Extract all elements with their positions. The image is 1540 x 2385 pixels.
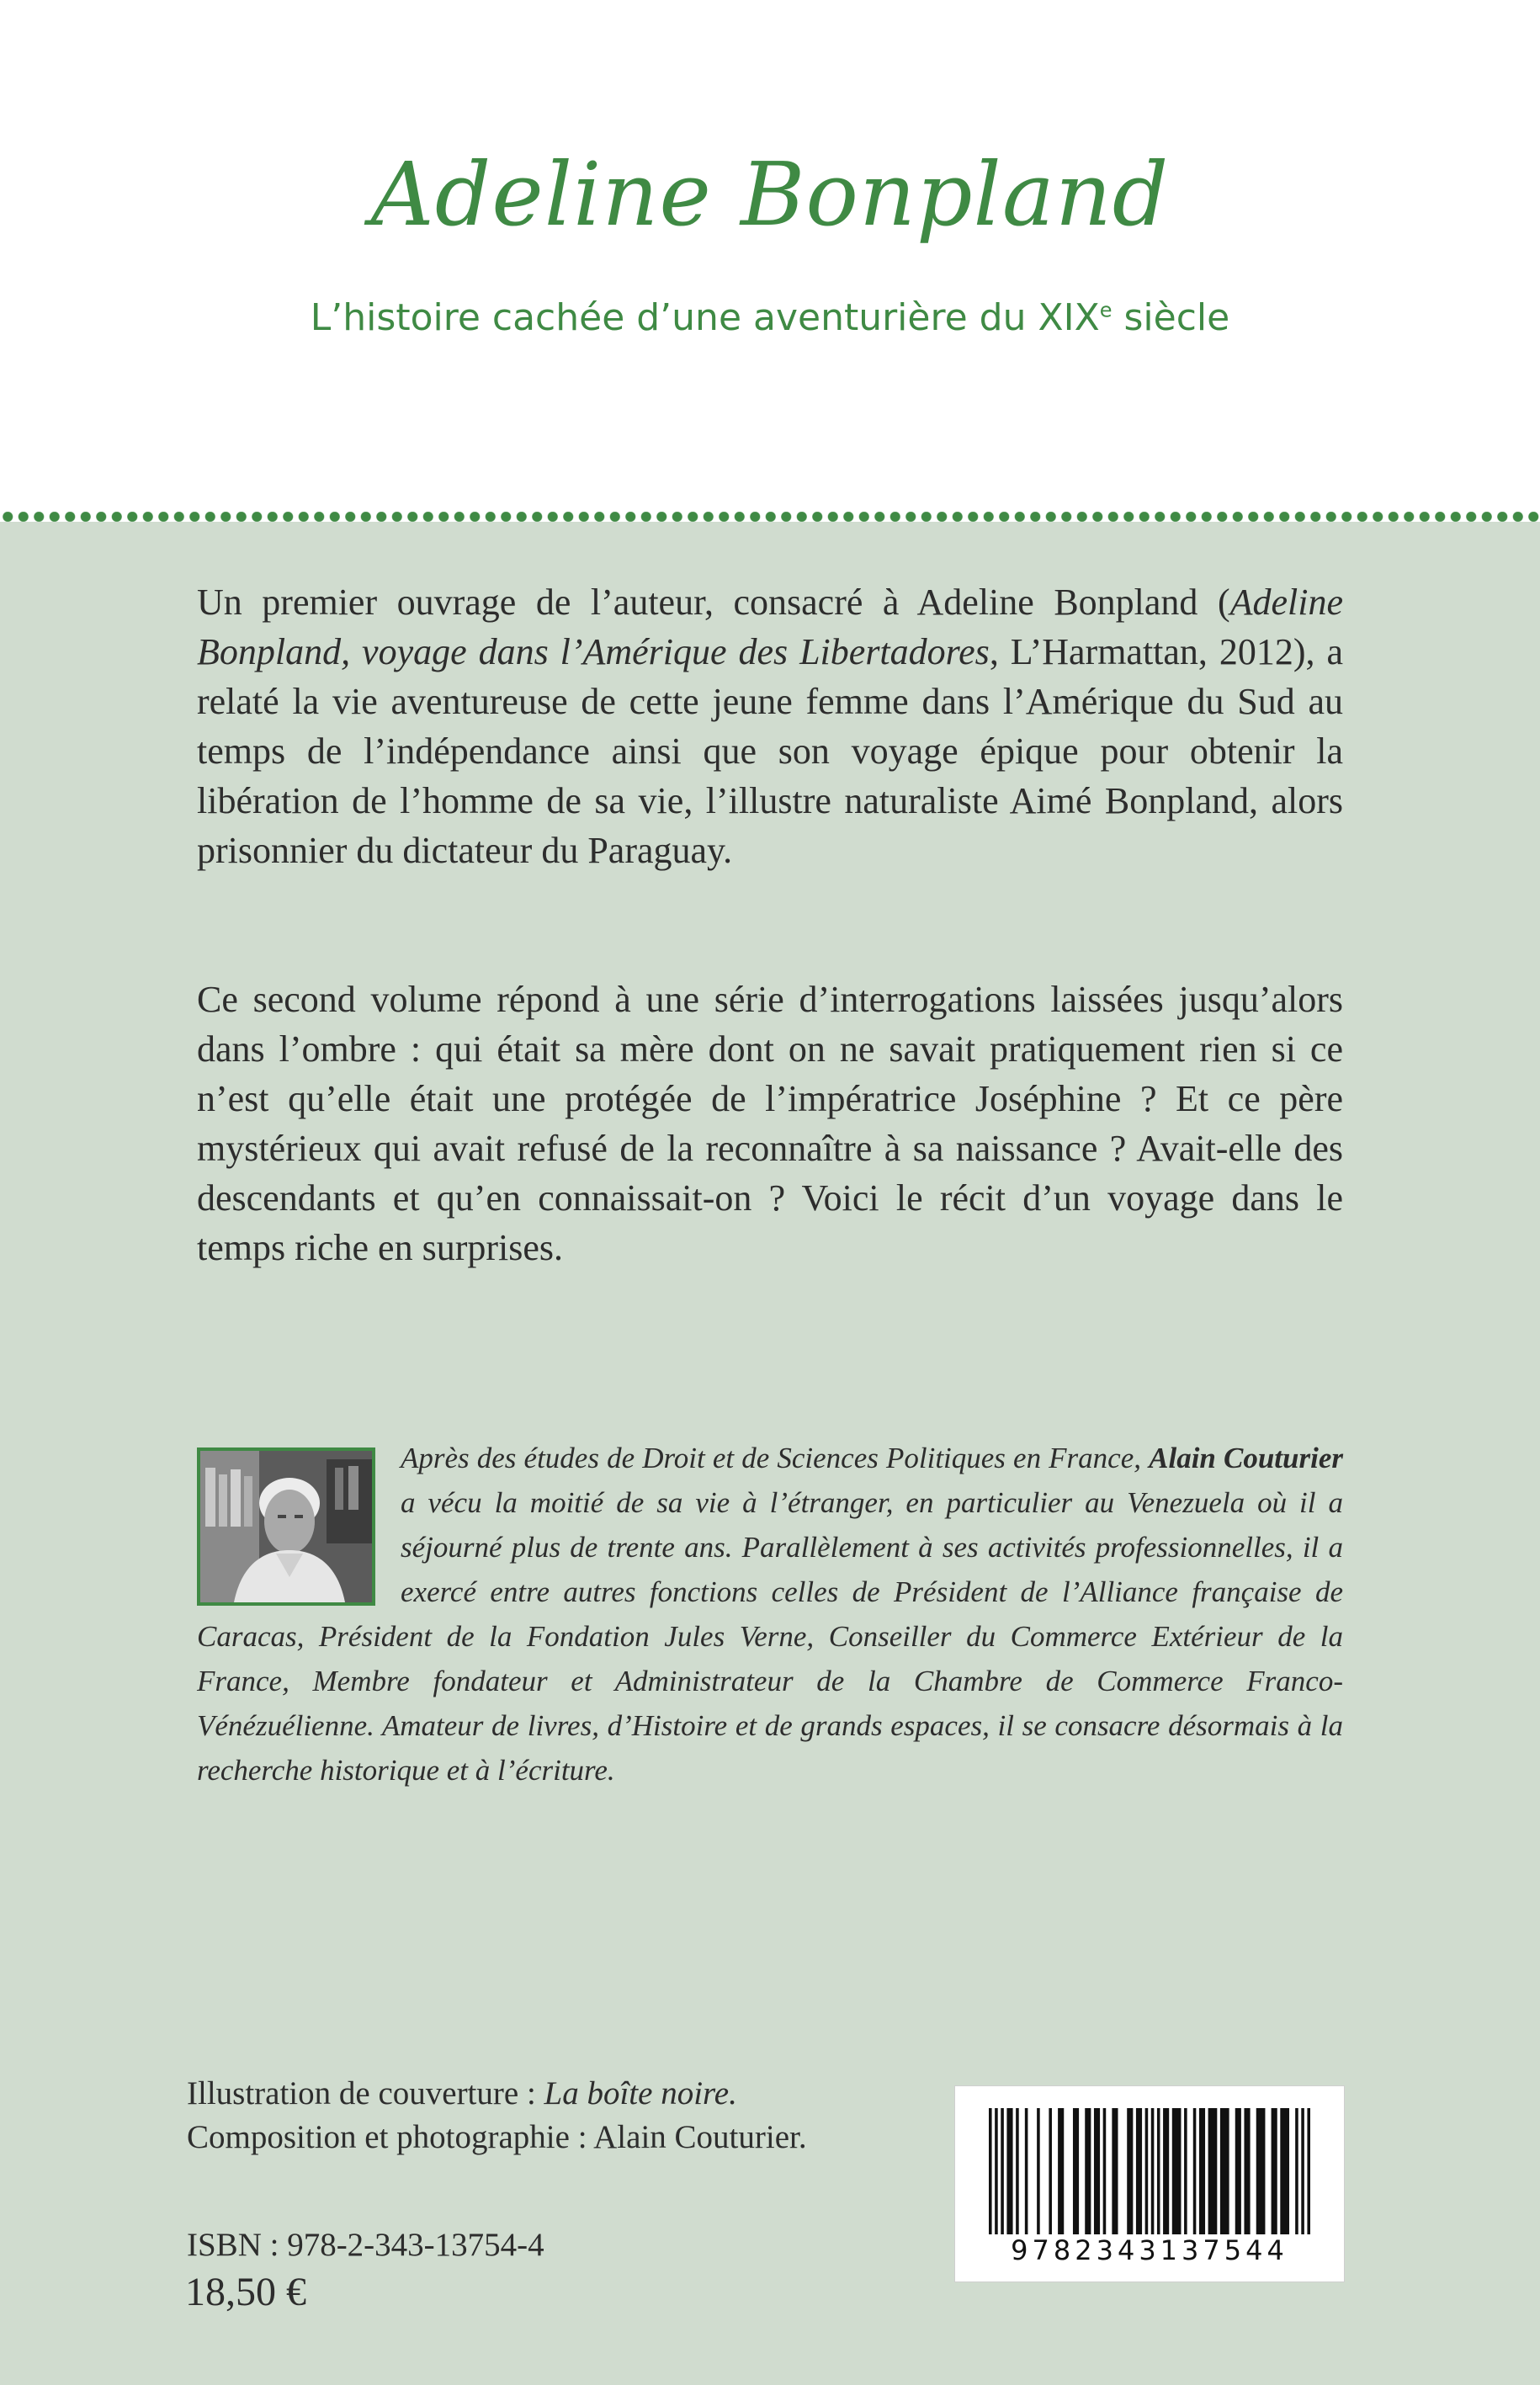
- barcode-bar: [1112, 2108, 1118, 2234]
- author-bio: [197, 1436, 1343, 1793]
- barcode-digits: 9782343137544: [1011, 2234, 1288, 2266]
- barcode-bar: [1157, 2108, 1160, 2234]
- barcode-bar: [1295, 2108, 1298, 2234]
- barcode-bar: [1145, 2108, 1149, 2234]
- barcode-bar: [1256, 2108, 1266, 2234]
- barcode-bar: [1301, 2108, 1304, 2234]
- barcode-bar: [995, 2108, 998, 2234]
- barcode-bar: [1220, 2108, 1229, 2234]
- dotted-divider: [0, 512, 1540, 522]
- price: 18,50 €: [185, 2270, 306, 2314]
- barcode-bar: [1094, 2108, 1100, 2234]
- illustration-credit-title: La boîte noire.: [544, 2075, 737, 2111]
- book-subtitle: [0, 296, 1540, 339]
- author-photo: [197, 1447, 375, 1606]
- barcode-bar: [1244, 2108, 1250, 2234]
- barcode-bar: [1280, 2108, 1289, 2234]
- barcode-bar: [1235, 2108, 1241, 2234]
- illustration-credit-label: Illustration de couverture :: [187, 2075, 544, 2111]
- barcode-bar: [989, 2108, 992, 2234]
- barcode-bar: [1172, 2108, 1182, 2234]
- barcode-bar: [1103, 2108, 1107, 2234]
- barcode-bar: [1001, 2108, 1004, 2234]
- barcode-bar: [1136, 2108, 1142, 2234]
- cover-header: [0, 0, 1540, 512]
- subtitle-superscript: e: [1099, 298, 1113, 322]
- barcode-bar: [1199, 2108, 1205, 2234]
- barcode-bar: [1208, 2108, 1218, 2234]
- previous-book-title: Adeline Bonpland, voyage dans l’Amérique des Libertadores: [197, 582, 1343, 672]
- barcode: [989, 2108, 1310, 2234]
- summary-paragraph-1: [197, 577, 1343, 875]
- barcode-bar: [1037, 2108, 1040, 2234]
- barcode-bar: [1193, 2108, 1197, 2234]
- author-bio-start: Après des études de Droit et de Sciences Politiques en France,: [401, 1442, 1150, 1474]
- composition-credit: Composition et photographie : Alain Couturier.: [187, 2119, 807, 2155]
- subtitle-main: L’histoire cachée d’une aventurière du XIX: [310, 296, 1100, 339]
- barcode-bar: [1073, 2108, 1079, 2234]
- book-title: Adeline Bonpland: [370, 143, 1170, 246]
- barcode-bar: [1272, 2108, 1277, 2234]
- barcode-bar: [1307, 2108, 1310, 2234]
- author-bio-end: a vécu la moitié de sa vie à l’étranger, en particulier au Venezuela où il a séjourné plus de trente ans. Parallèlement à ses activités professionnelles, il a exercé entre autres fonctions celles de Président de l’Alliance française de Caracas, Président de la Fondation Jules Verne, Conseiller du Commerce Extérieur de la France, Membre fondateur et Administrateur de la Chambre de Commerce Franco-Vénézuélienne. Amateur de livres, d’Histoire et de grands espaces, il se consacre désormais à la recherche historique et à l’écriture.: [197, 1486, 1343, 1787]
- barcode-bar: [1016, 2108, 1019, 2234]
- isbn: ISBN : 978-2-343-13754-4: [187, 2227, 544, 2263]
- barcode-bar: [1006, 2108, 1012, 2234]
- credits: [187, 2072, 944, 2159]
- summary-p1-start: Un premier ouvrage de l’auteur, consacré à Adeline Bonpland (: [197, 582, 1230, 623]
- barcode-bar: [1151, 2108, 1155, 2234]
- barcode-box: [954, 2085, 1345, 2282]
- barcode-bar: [1025, 2108, 1028, 2234]
- author-name: Alain Couturier: [1149, 1442, 1343, 1474]
- barcode-bar: [1058, 2108, 1064, 2234]
- subtitle-end: siècle: [1112, 296, 1230, 339]
- author-portrait-image: [200, 1451, 372, 1602]
- summary-p1-end: , L’Harmattan, 2012), a relaté la vie aventureuse de cette jeune femme dans l’Amérique du Sud au temps de l’indépendance ainsi que son voyage épique pour obtenir la libération de l’homme de sa vie, l’illustre naturaliste Aimé Bonpland, alors prisonnier du dictateur du Paraguay.: [197, 631, 1343, 871]
- barcode-bar: [1163, 2108, 1169, 2234]
- barcode-bar: [1085, 2108, 1091, 2234]
- barcode-bar: [1049, 2108, 1052, 2234]
- barcode-bar: [1184, 2108, 1187, 2234]
- illustration-credit: [187, 2072, 944, 2116]
- summary-paragraph-2: Ce second volume répond à une série d’interrogations laissées jusqu’alors dans l’ombre : qui était sa mère dont on ne savait pratiquement rien si ce n’est qu’elle était une protégée de l’impératrice Joséphine ? Et ce père mystérieux qui avait refusé de la reconnaître à sa naissance ? Avait-elle des descendants et qu’en connaissait-on ? Voici le récit d’un voyage dans le temps riche en surprises.: [197, 979, 1343, 1268]
- barcode-bar: [1127, 2108, 1133, 2234]
